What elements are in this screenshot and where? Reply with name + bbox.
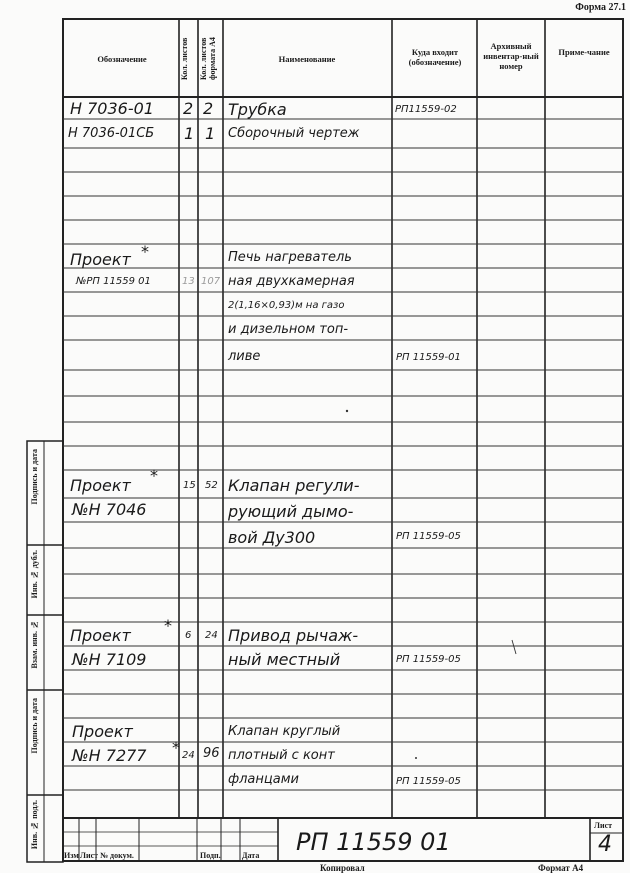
project2-name-2: рующий дымо- [228, 502, 354, 521]
project4-a4: 96 [203, 746, 220, 761]
row2-designation: Н 7036-01СБ [68, 126, 155, 141]
tb-sheet-no: 4 [598, 832, 612, 857]
row1-designation: Н 7036-01 [70, 99, 154, 118]
row1-where-used: РП11559-02 [395, 104, 457, 115]
project2-a4: 52 [205, 480, 218, 491]
tb-list: Лист [80, 851, 99, 860]
row1-name: Трубка [228, 100, 287, 119]
project3-name-2: ный местный [228, 650, 341, 669]
project3-sheets: 6 [185, 630, 192, 641]
project4-name-1: Клапан круглый [228, 724, 341, 739]
sidebar-dup-no: Инв. № дубл. [30, 550, 39, 599]
tb-sign: Подп. [200, 851, 221, 860]
project4-sheets: 24 [182, 750, 195, 761]
header-archive: Архивный инвентар-ный номер [483, 41, 539, 71]
project1-name-4: и дизельном топ- [228, 322, 349, 337]
header-designation: Обозначение [97, 54, 147, 64]
sidebar-sign-date-1: Подпись и дата [30, 449, 39, 505]
project4-star: * [172, 738, 180, 757]
header-name: Наименование [278, 54, 336, 64]
tb-doc-no: № докум. [100, 851, 134, 860]
project4-where-used: РП 11559-05 [396, 776, 461, 787]
footer-copied: Копировал [320, 863, 365, 873]
project3-label: Проект [70, 626, 131, 645]
project4-number: №Н 7277 [72, 746, 147, 765]
project4-name-3: фланцами [228, 772, 299, 787]
tb-sheet-label: Лист [594, 821, 613, 830]
row2-sheets: 1 [184, 124, 195, 143]
project1-star: * [141, 242, 149, 261]
row1-a4: 2 [203, 99, 214, 118]
project3-star: * [164, 616, 172, 635]
row2-a4: 1 [205, 124, 216, 143]
project3-name-1: Привод рычаж- [228, 626, 359, 645]
project1-where-used: РП 11559-01 [396, 352, 461, 363]
project2-label: Проект [70, 476, 131, 495]
project1-name-1: Печь нагреватель [228, 250, 352, 265]
header-where-used: Куда входит (обозначение) [408, 47, 462, 67]
project1-number: №РП 11559 01 [76, 276, 151, 287]
project3-number: №Н 7109 [72, 650, 147, 669]
project2-where-used: РП 11559-05 [396, 531, 461, 542]
project3-where-used: РП 11559-05 [396, 654, 461, 665]
project2-number: №Н 7046 [72, 500, 147, 519]
tb-date: Дата [242, 851, 260, 860]
project2-name-3: вой Ду300 [228, 528, 316, 547]
project2-sheets: 15 [183, 480, 196, 491]
header-note: Приме-чание [558, 47, 610, 57]
tb-izm: Изм [64, 851, 79, 860]
project1-name-2: ная двухкамерная [228, 274, 355, 289]
header-sheets: Кол. листов [180, 37, 189, 81]
sidebar-swap-no: Взам. инв. № [30, 620, 39, 669]
project3-a4: 24 [205, 630, 218, 641]
project2-name-1: Клапан регули- [228, 476, 360, 495]
footer-format: Формат А4 [538, 863, 584, 873]
header-sheets-a4: Кол. листов формата А4 [199, 37, 217, 81]
project1-name-5: ливе [228, 349, 261, 364]
sidebar-sign-date-2: Подпись и дата [30, 698, 39, 754]
tb-designation: РП 11559 01 [296, 828, 451, 856]
sidebar-orig-no: Инв. № подл. [30, 800, 39, 850]
project1-sheets: 13 [182, 276, 195, 287]
project1-label: Проект [70, 250, 131, 269]
row2-name: Сборочный чертеж [228, 126, 360, 141]
project1-name-3: 2(1,16×0,93)м на газо [228, 300, 345, 311]
project4-label: Проект [72, 722, 133, 741]
project2-star: * [150, 466, 158, 485]
row1-sheets: 2 [183, 99, 194, 118]
form-number: Форма 27.1 [575, 2, 626, 13]
project1-a4: 107 [201, 276, 221, 287]
project4-name-2: плотный с конт [228, 748, 335, 763]
